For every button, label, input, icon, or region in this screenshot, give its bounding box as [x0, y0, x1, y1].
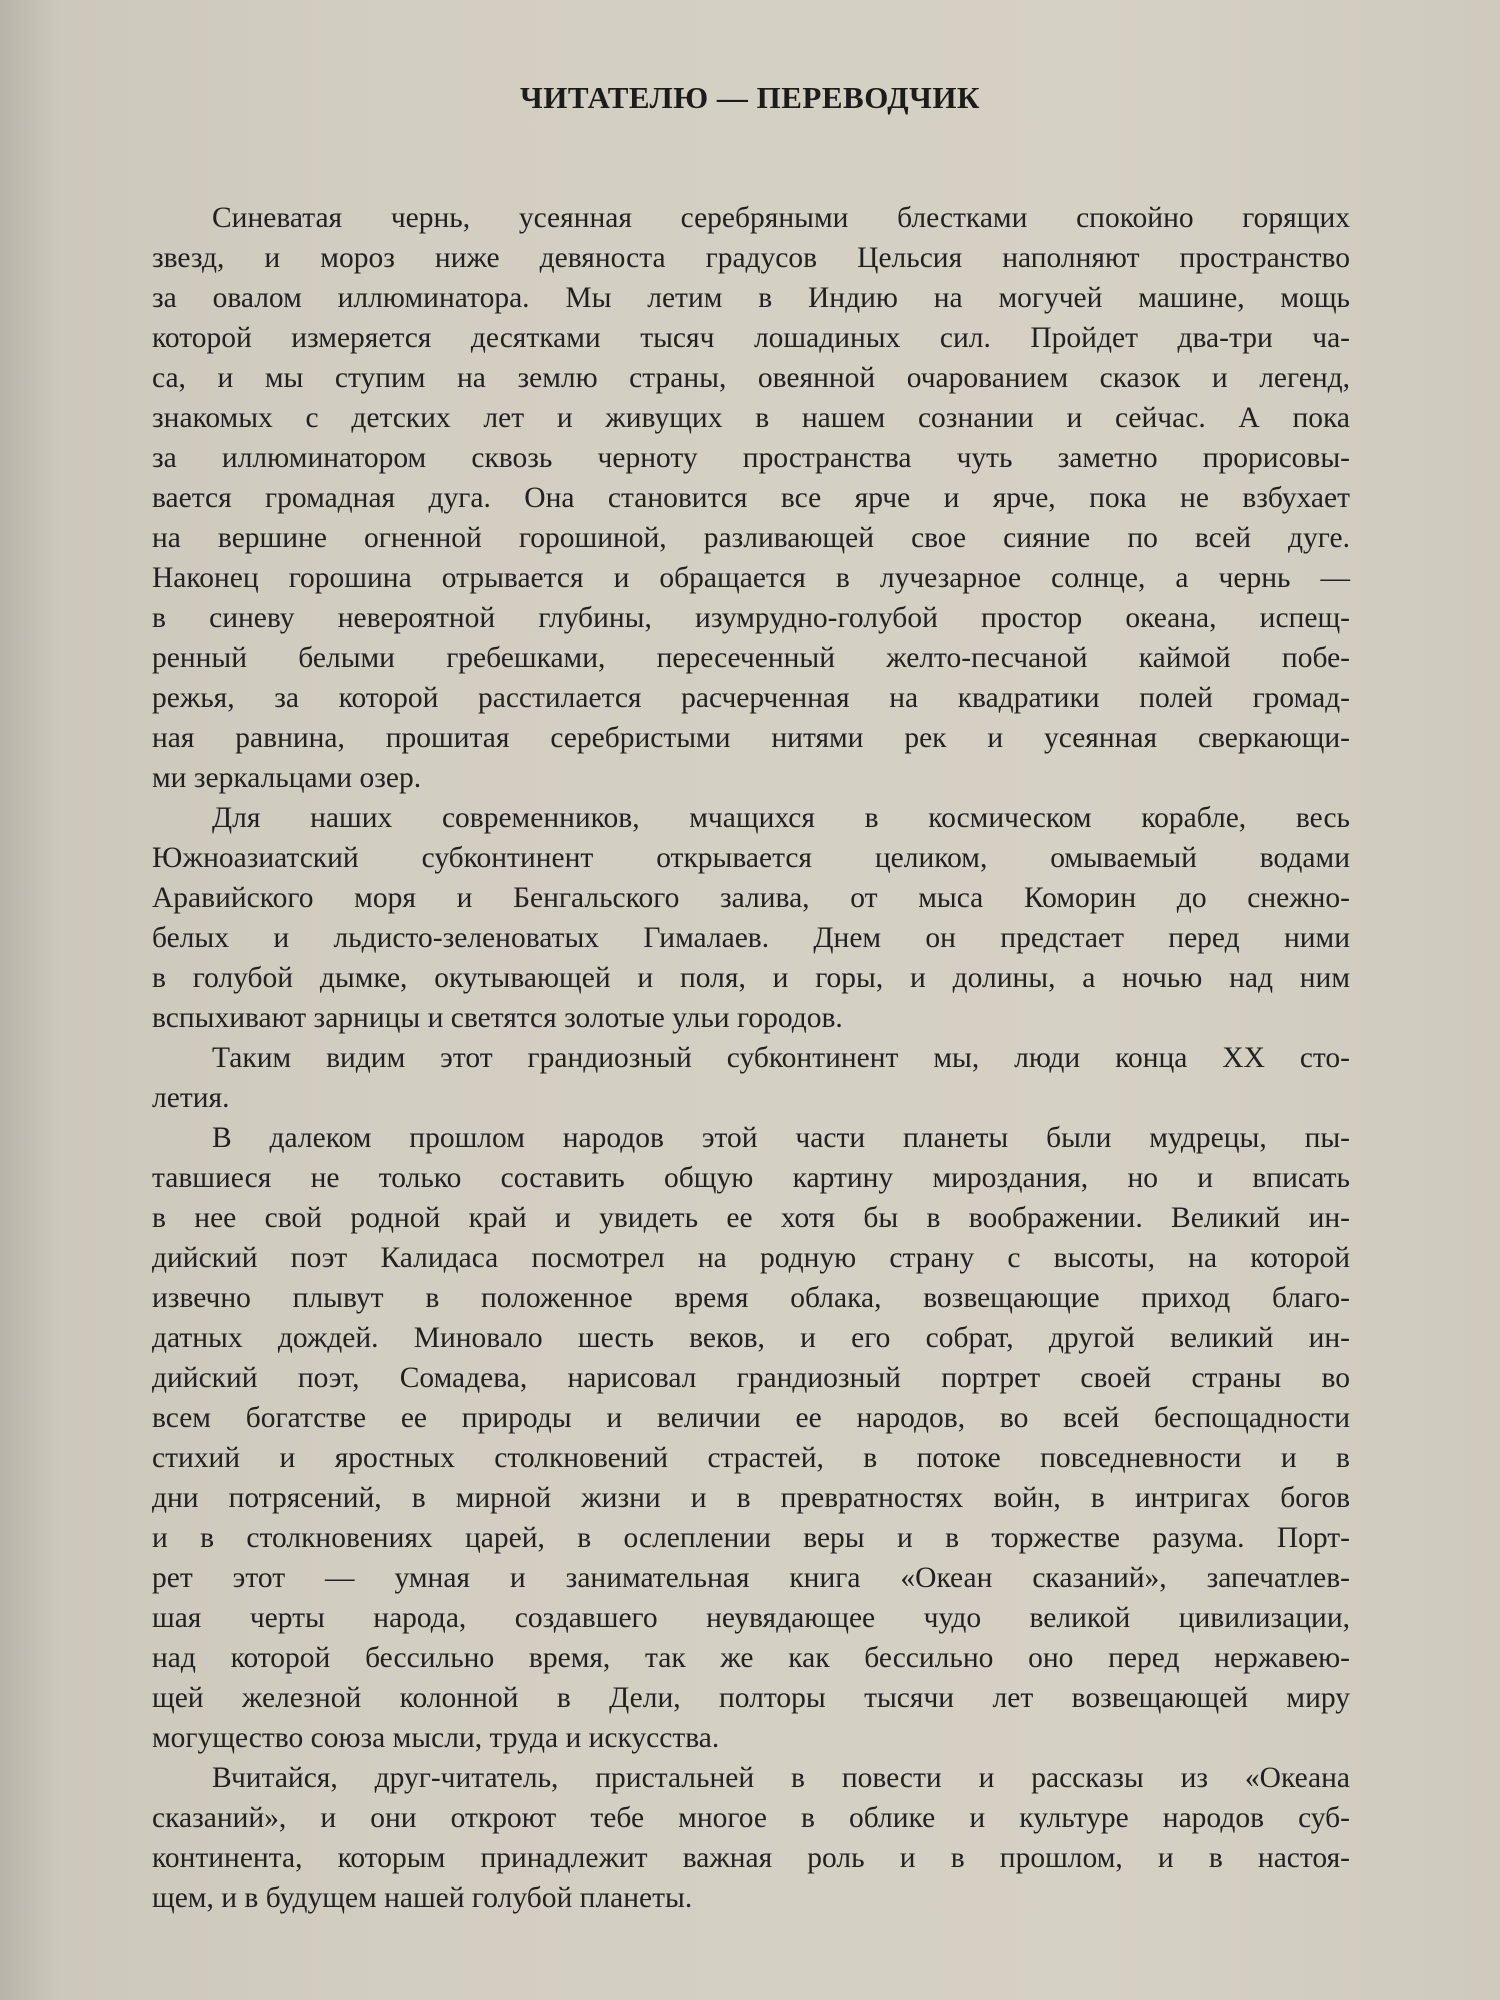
- text-line: могущество союза мысли, труда и искусства.: [152, 1722, 720, 1754]
- text-line: звезд, и мороз ниже девяноста градусов Цельсия наполняют пространство: [152, 242, 1350, 274]
- text-line: Южноазиатский субконтинент открывается целиком, омываемый водами: [152, 842, 1350, 874]
- text-line: за овалом иллюминатора. Мы летим в Индию на могучей машине, мощь: [152, 282, 1350, 314]
- text-line: континента, которым принадлежит важная роль и в прошлом, и в настоя-: [152, 1842, 1350, 1874]
- text-line: в нее свой родной край и увидеть ее хотя бы в воображении. Великий ин-: [152, 1202, 1350, 1234]
- paragraph: [152, 1118, 1350, 1758]
- text-line: Вчитайся, друг-читатель, пристальней в повести и рассказы из «Океана: [212, 1762, 1350, 1794]
- text-line: Наконец горошина отрывается и обращается в лучезарное солнце, а чернь —: [152, 562, 1350, 594]
- text-line: извечно плывут в положенное время облака, возвещающие приход благо-: [152, 1282, 1350, 1314]
- text-line: Синеватая чернь, усеянная серебряными блестками спокойно горящих: [212, 202, 1350, 234]
- text-line: вспыхивают зарницы и светятся золотые ульи городов.: [152, 1002, 843, 1034]
- text-line: дни потрясений, в мирной жизни и в превратностях войн, в интригах богов: [152, 1482, 1350, 1514]
- text-line: В далеком прошлом народов этой части планеты были мудрецы, пы-: [212, 1122, 1350, 1154]
- text-line: са, и мы ступим на землю страны, овеянной очарованием сказок и легенд,: [152, 362, 1350, 394]
- text-line: и в столкновениях царей, в ослеплении веры и в торжестве разума. Порт-: [152, 1522, 1350, 1554]
- paragraph: [152, 198, 1350, 798]
- paragraph: [152, 1038, 1350, 1118]
- text-line: тавшиеся не только составить общую картину мироздания, но и вписать: [152, 1162, 1350, 1194]
- text-line: в синеву невероятной глубины, изумрудно-голубой простор океана, испещ-: [152, 602, 1350, 634]
- text-line: Аравийского моря и Бенгальского залива, от мыса Коморин до снежно-: [152, 882, 1350, 914]
- text-line: знакомых с детских лет и живущих в нашем сознании и сейчас. А пока: [152, 402, 1350, 434]
- text-line: летия.: [152, 1082, 230, 1114]
- text-line: вается громадная дуга. Она становится все ярче и ярче, пока не взбухает: [152, 482, 1350, 514]
- text-line: ренный белыми гребешками, пересеченный желто-песчаной каймой побе-: [152, 642, 1350, 674]
- text-line: щей железной колонной в Дели, полторы тысячи лет возвещающей миру: [152, 1682, 1350, 1714]
- page-title: ЧИТАТЕЛЮ — ПЕРЕВОДЧИК: [520, 80, 980, 115]
- text-line: в голубой дымке, окутывающей и поля, и горы, и долины, а ночью над ним: [152, 962, 1350, 994]
- text-line: стихий и яростных столкновений страстей, в потоке повседневности и в: [152, 1442, 1350, 1474]
- text-line: рет этот — умная и занимательная книга «Океан сказаний», запечатлев-: [152, 1562, 1350, 1594]
- text-line: Для наших современников, мчащихся в космическом корабле, весь: [212, 802, 1350, 834]
- paragraph: [152, 1758, 1350, 1918]
- text-line: датных дождей. Миновало шесть веков, и его собрат, другой великий ин-: [152, 1322, 1350, 1354]
- text-line: за иллюминатором сквозь черноту пространства чуть заметно прорисовы-: [152, 442, 1350, 474]
- text-line: которой измеряется десятками тысяч лошадиных сил. Пройдет два-три ча-: [152, 322, 1350, 354]
- text-line: шая черты народа, создавшего неувядающее чудо великой цивилизации,: [152, 1602, 1350, 1634]
- text-line: Таким видим этот грандиозный субконтинент мы, люди конца XX сто-: [212, 1042, 1350, 1074]
- text-line: щем, и в будущем нашей голубой планеты.: [152, 1882, 693, 1914]
- text-line: над которой бессильно время, так же как бессильно оно перед нержавею-: [152, 1642, 1350, 1674]
- text-line: сказаний», и они откроют тебе многое в облике и культуре народов суб-: [152, 1802, 1350, 1834]
- text-line: режья, за которой расстилается расчерченная на квадратики полей громад-: [152, 682, 1350, 714]
- body-text: [152, 198, 1350, 1918]
- text-line: дийский поэт, Сомадева, нарисовал грандиозный портрет своей страны во: [152, 1362, 1350, 1394]
- text-line: дийский поэт Калидаса посмотрел на родную страну с высоты, на которой: [152, 1242, 1350, 1274]
- text-line: ми зеркальцами озер.: [152, 762, 422, 794]
- text-line: белых и льдисто-зеленоватых Гималаев. Днем он предстает перед ними: [152, 922, 1350, 954]
- text-line: всем богатстве ее природы и величии ее народов, во всей беспощадности: [152, 1402, 1350, 1434]
- text-line: ная равнина, прошитая серебристыми нитями рек и усеянная сверкающи-: [152, 722, 1350, 754]
- text-line: на вершине огненной горошиной, разливающей свое сияние по всей дуге.: [152, 522, 1350, 554]
- paragraph: [152, 798, 1350, 1038]
